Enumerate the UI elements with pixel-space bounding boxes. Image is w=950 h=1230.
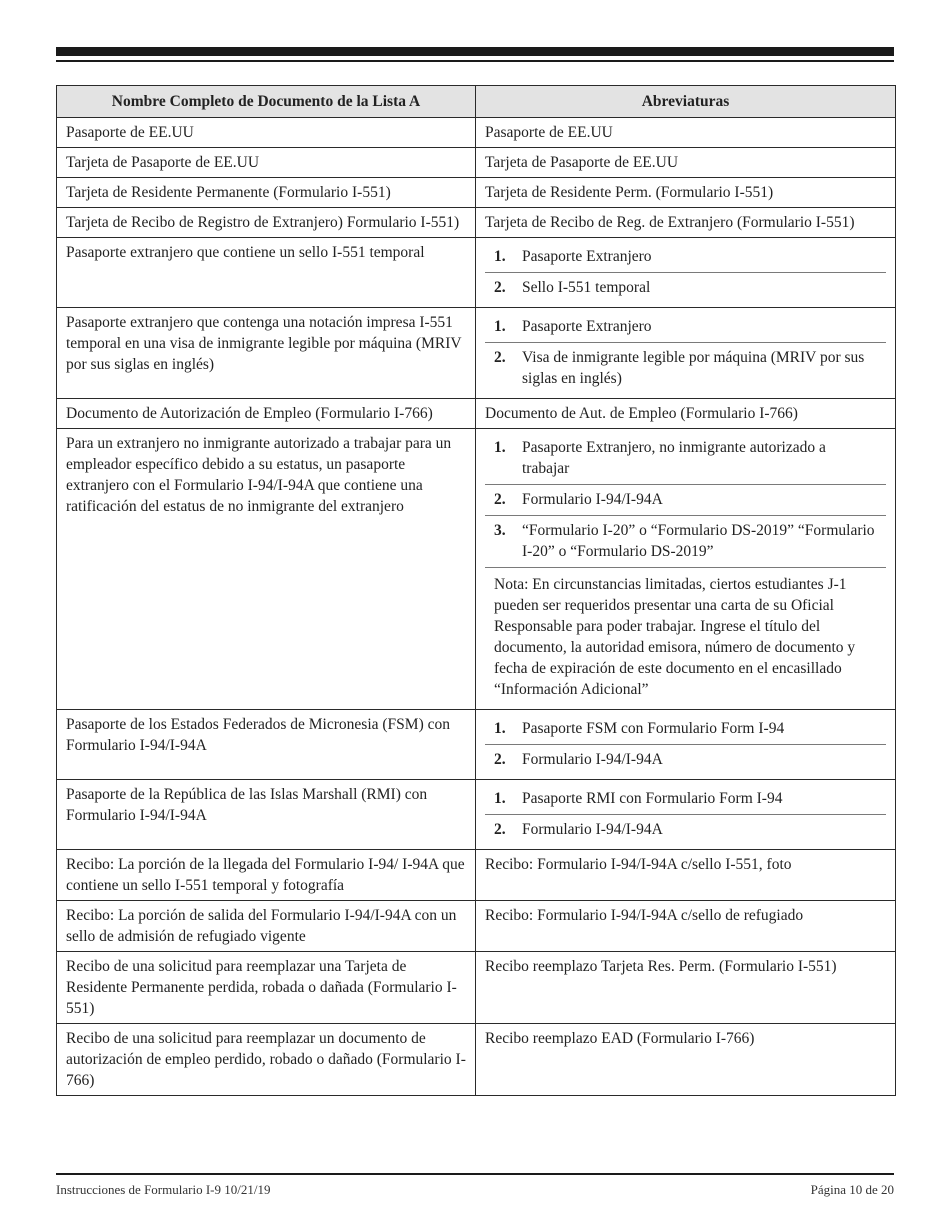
document-name-cell: Documento de Autorización de Empleo (Formulario I-766) bbox=[57, 399, 476, 429]
document-name-cell: Tarjeta de Residente Permanente (Formulario I-551) bbox=[57, 178, 476, 208]
abbreviation-item bbox=[485, 342, 886, 394]
abbreviation-item bbox=[485, 744, 886, 775]
abbreviation-item bbox=[485, 312, 886, 342]
item-number: 2. bbox=[494, 279, 506, 296]
table-row bbox=[57, 238, 896, 308]
table-row bbox=[57, 308, 896, 399]
table-row bbox=[57, 901, 896, 952]
item-number: 1. bbox=[494, 248, 506, 265]
abbreviation-cell bbox=[476, 780, 896, 850]
abbreviation-cell: Recibo: Formulario I-94/I-94A c/sello I-551, foto bbox=[476, 850, 896, 901]
footer-form-info: Instrucciones de Formulario I-9 10/21/19 bbox=[56, 1182, 271, 1197]
abbreviation-item bbox=[485, 784, 886, 814]
table-row bbox=[57, 208, 896, 238]
item-text: Visa de inmigrante legible por máquina (MRIV por sus siglas en inglés) bbox=[522, 349, 865, 387]
item-text: Pasaporte Extranjero bbox=[522, 318, 652, 335]
document-name-cell: Para un extranjero no inmigrante autorizado a trabajar para un empleador específico debido a su estatus, un pasaporte extranjero con el Formulario I-94/I-94A que contiene una ratificación del estatus de no inmigrante del extranjero bbox=[57, 429, 476, 710]
footer-rule bbox=[56, 1173, 894, 1175]
document-name-cell: Recibo: La porción de la llegada del Formulario I-94/ I-94A que contiene un sello I-551 temporal y fotografía bbox=[57, 850, 476, 901]
abbreviation-cell: Documento de Aut. de Empleo (Formulario I-766) bbox=[476, 399, 896, 429]
table-row bbox=[57, 780, 896, 850]
table-row bbox=[57, 178, 896, 208]
item-number: 2. bbox=[494, 349, 506, 366]
document-name-cell: Pasaporte extranjero que contiene un sello I-551 temporal bbox=[57, 238, 476, 308]
abbreviation-cell bbox=[476, 710, 896, 780]
document-name-cell: Recibo de una solicitud para reemplazar un documento de autorización de empleo perdido, robado o dañado (Formulario I-766) bbox=[57, 1024, 476, 1096]
abbreviation-item bbox=[485, 714, 886, 744]
item-text: Formulario I-94/I-94A bbox=[522, 491, 663, 508]
document-name-cell: Recibo de una solicitud para reemplazar una Tarjeta de Residente Permanente perdida, robada o dañada (Formulario I-551) bbox=[57, 952, 476, 1024]
document-name-cell: Recibo: La porción de salida del Formulario I-94/I-94A con un sello de admisión de refugiado vigente bbox=[57, 901, 476, 952]
table-row bbox=[57, 1024, 896, 1096]
abbreviation-cell: Tarjeta de Pasaporte de EE.UU bbox=[476, 148, 896, 178]
item-number: 2. bbox=[494, 491, 506, 508]
table-row bbox=[57, 850, 896, 901]
table-row bbox=[57, 148, 896, 178]
item-number: 2. bbox=[494, 821, 506, 838]
abbreviation-cell: Recibo: Formulario I-94/I-94A c/sello de refugiado bbox=[476, 901, 896, 952]
item-number: 1. bbox=[494, 439, 506, 456]
abbreviation-cell bbox=[476, 429, 896, 710]
abbreviation-cell: Recibo reemplazo EAD (Formulario I-766) bbox=[476, 1024, 896, 1096]
abbreviation-note: Nota: En circunstancias limitadas, ciertos estudiantes J-1 pueden ser requeridos presentar una carta de su Oficial Responsable para poder trabajar. Ingrese el título del documento, la autoridad emisora, número de documento y fecha de expiración de este documento en el encasillado “Información Adicional” bbox=[485, 567, 886, 705]
abbreviation-cell: Tarjeta de Recibo de Reg. de Extranjero (Formulario I-551) bbox=[476, 208, 896, 238]
table-row bbox=[57, 710, 896, 780]
column-header-abbreviations: Abreviaturas bbox=[476, 86, 896, 118]
abbreviation-cell: Tarjeta de Residente Perm. (Formulario I-551) bbox=[476, 178, 896, 208]
document-name-cell: Tarjeta de Pasaporte de EE.UU bbox=[57, 148, 476, 178]
item-text: Formulario I-94/I-94A bbox=[522, 751, 663, 768]
header-rule-thick bbox=[56, 47, 894, 56]
item-text: Pasaporte FSM con Formulario Form I-94 bbox=[522, 720, 785, 737]
table-row bbox=[57, 118, 896, 148]
footer-page-number: Página 10 de 20 bbox=[810, 1182, 894, 1197]
table-row bbox=[57, 399, 896, 429]
item-text: Pasaporte RMI con Formulario Form I-94 bbox=[522, 790, 783, 807]
item-text: Formulario I-94/I-94A bbox=[522, 821, 663, 838]
abbreviation-cell: Recibo reemplazo Tarjeta Res. Perm. (Formulario I-551) bbox=[476, 952, 896, 1024]
abbreviation-item bbox=[485, 272, 886, 303]
abbreviation-item bbox=[485, 484, 886, 515]
abbreviation-cell: Pasaporte de EE.UU bbox=[476, 118, 896, 148]
item-number: 1. bbox=[494, 318, 506, 335]
abbreviation-item bbox=[485, 515, 886, 567]
document-name-cell: Pasaporte de la República de las Islas Marshall (RMI) con Formulario I-94/I-94A bbox=[57, 780, 476, 850]
list-a-documents-table bbox=[56, 85, 896, 1096]
document-name-cell: Pasaporte de EE.UU bbox=[57, 118, 476, 148]
document-name-cell: Tarjeta de Recibo de Registro de Extranjero) Formulario I-551) bbox=[57, 208, 476, 238]
item-number: 3. bbox=[494, 522, 506, 539]
abbreviation-cell bbox=[476, 308, 896, 399]
table-row bbox=[57, 952, 896, 1024]
item-text: Sello I-551 temporal bbox=[522, 279, 651, 296]
item-number: 2. bbox=[494, 751, 506, 768]
document-name-cell: Pasaporte de los Estados Federados de Micronesia (FSM) con Formulario I-94/I-94A bbox=[57, 710, 476, 780]
document-name-cell: Pasaporte extranjero que contenga una notación impresa I-551 temporal en una visa de inmigrante legible por máquina (MRIV por sus siglas en inglés) bbox=[57, 308, 476, 399]
abbreviation-item bbox=[485, 433, 886, 484]
item-text: Pasaporte Extranjero, no inmigrante autorizado a trabajar bbox=[522, 439, 826, 477]
column-header-full-name: Nombre Completo de Documento de la Lista A bbox=[57, 86, 476, 118]
abbreviation-cell bbox=[476, 238, 896, 308]
table-header-row bbox=[57, 86, 896, 118]
header-rule-thin bbox=[56, 60, 894, 62]
item-number: 1. bbox=[494, 790, 506, 807]
item-number: 1. bbox=[494, 720, 506, 737]
table-row bbox=[57, 429, 896, 710]
abbreviation-item bbox=[485, 814, 886, 845]
item-text: “Formulario I-20” o “Formulario DS-2019” “Formulario I-20” o “Formulario DS-2019” bbox=[522, 522, 875, 560]
abbreviation-item bbox=[485, 242, 886, 272]
item-text: Pasaporte Extranjero bbox=[522, 248, 652, 265]
